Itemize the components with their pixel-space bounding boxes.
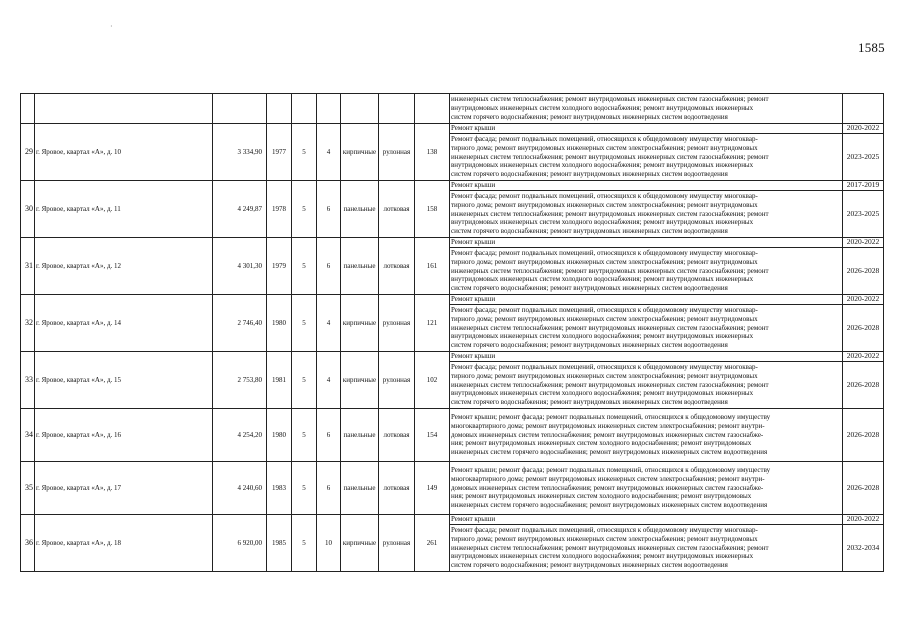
area-cell: 4 240,60 (213, 462, 267, 515)
table-row (21, 352, 884, 362)
table-row (21, 409, 884, 462)
works-cell (450, 462, 843, 515)
empty-cell (35, 94, 213, 124)
roof-type-cell: лотковая (379, 409, 415, 462)
works-line: инженерных систем горячего водоснабжения; ремонт внутридомовых инженерных систем водоотведения (451, 448, 768, 457)
roof-period-cell: 2020-2022 (843, 124, 884, 134)
walls-cell: панельные (341, 181, 379, 238)
area-cell: 2 753,80 (213, 352, 267, 409)
area-cell: 3 334,90 (213, 124, 267, 181)
continuation-works (450, 94, 843, 124)
housing-register-table (20, 93, 884, 572)
works-line: тирного дома; ремонт внутридомовых инженерных систем электроснабжения; ремонт внутридомовых (451, 371, 758, 380)
floors-cell: 5 (292, 238, 317, 295)
entrances-cell: 6 (317, 409, 341, 462)
empty-cell (415, 94, 450, 124)
roof-type-cell: лотковая (379, 181, 415, 238)
floors-cell: 5 (292, 124, 317, 181)
roof-type-cell: рулонная (379, 515, 415, 572)
table-row (21, 295, 884, 305)
walls-cell: панельные (341, 238, 379, 295)
works-period-cell: 2026-2028 (843, 409, 884, 462)
year-cell: 1981 (267, 352, 292, 409)
entrances-cell: 10 (317, 515, 341, 572)
works-period-cell: 2026-2028 (843, 248, 884, 295)
residents-cell: 102 (415, 352, 450, 409)
works-line: Ремонт фасада; ремонт подвальных помещений, относящихся к общедомовому имуществу многоквар- (451, 134, 758, 143)
table-row (21, 124, 884, 134)
walls-cell: кирпичные (341, 124, 379, 181)
area-cell: 2 746,40 (213, 295, 267, 352)
year-cell: 1980 (267, 409, 292, 462)
area-cell: 6 920,00 (213, 515, 267, 572)
address-cell: г. Яровое, квартал «А», д. 14 (35, 295, 213, 352)
scan-mark: · (110, 22, 113, 31)
works-period-cell: 2023-2025 (843, 134, 884, 181)
address-cell: г. Яровое, квартал «А», д. 16 (35, 409, 213, 462)
works-line: внутридомовых инженерных систем холодного водоснабжения; ремонт внутридомовых инженерных (451, 275, 754, 284)
residents-cell: 158 (415, 181, 450, 238)
works-line: систем горячего водоснабжения; ремонт внутридомовых инженерных систем водоотведения (451, 112, 728, 121)
entrances-cell: 4 (317, 124, 341, 181)
empty-cell (317, 94, 341, 124)
works-line: инженерных систем теплоснабжения; ремонт внутридомовых инженерных систем газоснабжения; ремонт (451, 209, 769, 218)
works-line: тирного дома; ремонт внутридомовых инженерных систем электроснабжения; ремонт внутридомовых (451, 534, 758, 543)
works-line: инженерных систем теплоснабжения; ремонт внутридомовых инженерных систем газоснабжения; ремонт (451, 323, 769, 332)
entrances-cell: 4 (317, 352, 341, 409)
row-number: 29 (21, 124, 35, 181)
roof-type-cell: рулонная (379, 352, 415, 409)
row-number: 32 (21, 295, 35, 352)
works-line: систем горячего водоснабжения; ремонт внутридомовых инженерных систем водоотведения (451, 284, 728, 293)
floors-cell: 5 (292, 409, 317, 462)
roof-work-cell: Ремонт крыши (450, 352, 843, 362)
residents-cell: 161 (415, 238, 450, 295)
works-line: многоквартирного дома; ремонт внутридомовых инженерных систем электроснабжения; ремонт внутри- (451, 474, 765, 483)
year-cell: 1980 (267, 295, 292, 352)
roof-period-cell: 2020-2022 (843, 238, 884, 248)
empty-cell (21, 94, 35, 124)
works-line: внутридомовых инженерных систем холодного водоснабжения; ремонт внутридомовых инженерных (451, 332, 754, 341)
works-line: инженерных систем теплоснабжения; ремонт внутридомовых инженерных систем газоснабжения; ремонт (451, 543, 769, 552)
address-cell: г. Яровое, квартал «А», д. 18 (35, 515, 213, 572)
roof-type-cell: рулонная (379, 295, 415, 352)
year-cell: 1977 (267, 124, 292, 181)
residents-cell: 121 (415, 295, 450, 352)
works-period-cell: 2032-2034 (843, 525, 884, 572)
works-line: инженерных систем теплоснабжения; ремонт внутридомовых инженерных систем газоснабжения; ремонт (451, 95, 769, 104)
works-line: внутридомовых инженерных систем холодного водоснабжения; ремонт внутридомовых инженерных (451, 104, 754, 113)
roof-period-cell: 2017-2019 (843, 181, 884, 191)
walls-cell: панельные (341, 409, 379, 462)
walls-cell: кирпичные (341, 515, 379, 572)
year-cell: 1979 (267, 238, 292, 295)
roof-work-cell: Ремонт крыши (450, 515, 843, 525)
roof-work-cell: Ремонт крыши (450, 181, 843, 191)
works-period-cell: 2026-2028 (843, 462, 884, 515)
works-line: тирного дома; ремонт внутридомовых инженерных систем электроснабжения; ремонт внутридомовых (451, 314, 758, 323)
works-line: Ремонт крыши; ремонт фасада; ремонт подвальных помещений, относящихся к общедомовому имуществу (451, 465, 771, 474)
works-cell (450, 134, 843, 181)
empty-cell (341, 94, 379, 124)
area-cell: 4 301,30 (213, 238, 267, 295)
works-line: систем горячего водоснабжения; ремонт внутридомовых инженерных систем водоотведения (451, 398, 728, 407)
roof-type-cell: лотковая (379, 238, 415, 295)
table-row (21, 462, 884, 515)
year-cell: 1983 (267, 462, 292, 515)
row-number: 35 (21, 462, 35, 515)
works-line: внутридомовых инженерных систем холодного водоснабжения; ремонт внутридомовых инженерных (451, 218, 754, 227)
address-cell: г. Яровое, квартал «А», д. 12 (35, 238, 213, 295)
works-line: ния; ремонт внутридомовых инженерных систем холодного водоснабжения; ремонт внутридомовых (451, 439, 752, 448)
walls-cell: кирпичные (341, 295, 379, 352)
works-line: тирного дома; ремонт внутридомовых инженерных систем электроснабжения; ремонт внутридомовых (451, 200, 758, 209)
roof-type-cell: лотковая (379, 462, 415, 515)
area-cell: 4 254,20 (213, 409, 267, 462)
works-line: систем горячего водоснабжения; ремонт внутридомовых инженерных систем водоотведения (451, 170, 728, 179)
row-number: 30 (21, 181, 35, 238)
residents-cell: 154 (415, 409, 450, 462)
works-period-cell: 2026-2028 (843, 305, 884, 352)
works-line: тирного дома; ремонт внутридомовых инженерных систем электроснабжения; ремонт внутридомовых (451, 257, 758, 266)
works-line: инженерных систем теплоснабжения; ремонт внутридомовых инженерных систем газоснабжения; ремонт (451, 380, 769, 389)
roof-period-cell: 2020-2022 (843, 295, 884, 305)
works-line: домовых инженерных систем теплоснабжения; ремонт внутридомовых инженерных систем газоснабже- (451, 483, 764, 492)
empty-cell (379, 94, 415, 124)
works-line: тирного дома; ремонт внутридомовых инженерных систем электроснабжения; ремонт внутридомовых (451, 143, 758, 152)
works-line: внутридомовых инженерных систем холодного водоснабжения; ремонт внутридомовых инженерных (451, 552, 754, 561)
empty-cell (843, 94, 884, 124)
empty-cell (267, 94, 292, 124)
works-cell (450, 409, 843, 462)
empty-cell (213, 94, 267, 124)
roof-work-cell: Ремонт крыши (450, 295, 843, 305)
works-line: Ремонт фасада; ремонт подвальных помещений, относящихся к общедомовому имуществу многоквар- (451, 525, 758, 534)
entrances-cell: 6 (317, 238, 341, 295)
works-line: домовых инженерных систем теплоснабжения; ремонт внутридомовых инженерных систем газоснабже- (451, 430, 764, 439)
roof-work-cell: Ремонт крыши (450, 238, 843, 248)
works-line: систем горячего водоснабжения; ремонт внутридомовых инженерных систем водоотведения (451, 561, 728, 570)
works-line: Ремонт фасада; ремонт подвальных помещений, относящихся к общедомовому имуществу многоквар- (451, 248, 758, 257)
roof-period-cell: 2020-2022 (843, 515, 884, 525)
works-cell (450, 248, 843, 295)
works-line: внутридомовых инженерных систем холодного водоснабжения; ремонт внутридомовых инженерных (451, 161, 754, 170)
row-number: 36 (21, 515, 35, 572)
works-period-cell: 2023-2025 (843, 191, 884, 238)
table-row (21, 515, 884, 525)
roof-work-cell: Ремонт крыши (450, 124, 843, 134)
address-cell: г. Яровое, квартал «А», д. 11 (35, 181, 213, 238)
works-line: систем горячего водоснабжения; ремонт внутридомовых инженерных систем водоотведения (451, 227, 728, 236)
table-row (21, 238, 884, 248)
floors-cell: 5 (292, 352, 317, 409)
row-number: 34 (21, 409, 35, 462)
works-line: инженерных систем теплоснабжения; ремонт внутридомовых инженерных систем газоснабжения; ремонт (451, 152, 769, 161)
works-line: инженерных систем горячего водоснабжения; ремонт внутридомовых инженерных систем водоотведения (451, 501, 768, 510)
residents-cell: 261 (415, 515, 450, 572)
works-line: Ремонт фасада; ремонт подвальных помещений, относящихся к общедомовому имуществу многоквар- (451, 362, 758, 371)
floors-cell: 5 (292, 181, 317, 238)
works-period-cell: 2026-2028 (843, 362, 884, 409)
floors-cell: 5 (292, 515, 317, 572)
works-line: систем горячего водоснабжения; ремонт внутридомовых инженерных систем водоотведения (451, 341, 728, 350)
floors-cell: 5 (292, 295, 317, 352)
roof-period-cell: 2020-2022 (843, 352, 884, 362)
walls-cell: панельные (341, 462, 379, 515)
works-cell (450, 362, 843, 409)
works-line: ния; ремонт внутридомовых инженерных систем холодного водоснабжения; ремонт внутридомовых (451, 492, 752, 501)
address-cell: г. Яровое, квартал «А», д. 15 (35, 352, 213, 409)
works-cell (450, 305, 843, 352)
year-cell: 1985 (267, 515, 292, 572)
entrances-cell: 6 (317, 181, 341, 238)
address-cell: г. Яровое, квартал «А», д. 17 (35, 462, 213, 515)
works-cell (450, 191, 843, 238)
works-line: Ремонт фасада; ремонт подвальных помещений, относящихся к общедомовому имуществу многоквар- (451, 305, 758, 314)
residents-cell: 149 (415, 462, 450, 515)
address-cell: г. Яровое, квартал «А», д. 10 (35, 124, 213, 181)
works-line: внутридомовых инженерных систем холодного водоснабжения; ремонт внутридомовых инженерных (451, 389, 754, 398)
works-line: Ремонт крыши; ремонт фасада; ремонт подвальных помещений, относящихся к общедомовому имуществу (451, 412, 771, 421)
entrances-cell: 6 (317, 462, 341, 515)
row-number: 33 (21, 352, 35, 409)
works-line: Ремонт фасада; ремонт подвальных помещений, относящихся к общедомовому имуществу многоквар- (451, 191, 758, 200)
entrances-cell: 4 (317, 295, 341, 352)
roof-type-cell: рулонная (379, 124, 415, 181)
floors-cell: 5 (292, 462, 317, 515)
residents-cell: 138 (415, 124, 450, 181)
continuation-row (21, 94, 884, 124)
empty-cell (292, 94, 317, 124)
row-number: 31 (21, 238, 35, 295)
table-row (21, 181, 884, 191)
works-cell (450, 525, 843, 572)
page-number: 1585 (858, 40, 885, 55)
walls-cell: кирпичные (341, 352, 379, 409)
area-cell: 4 249,87 (213, 181, 267, 238)
year-cell: 1978 (267, 181, 292, 238)
works-line: инженерных систем теплоснабжения; ремонт внутридомовых инженерных систем газоснабжения; ремонт (451, 266, 769, 275)
works-line: многоквартирного дома; ремонт внутридомовых инженерных систем электроснабжения; ремонт внутри- (451, 421, 765, 430)
